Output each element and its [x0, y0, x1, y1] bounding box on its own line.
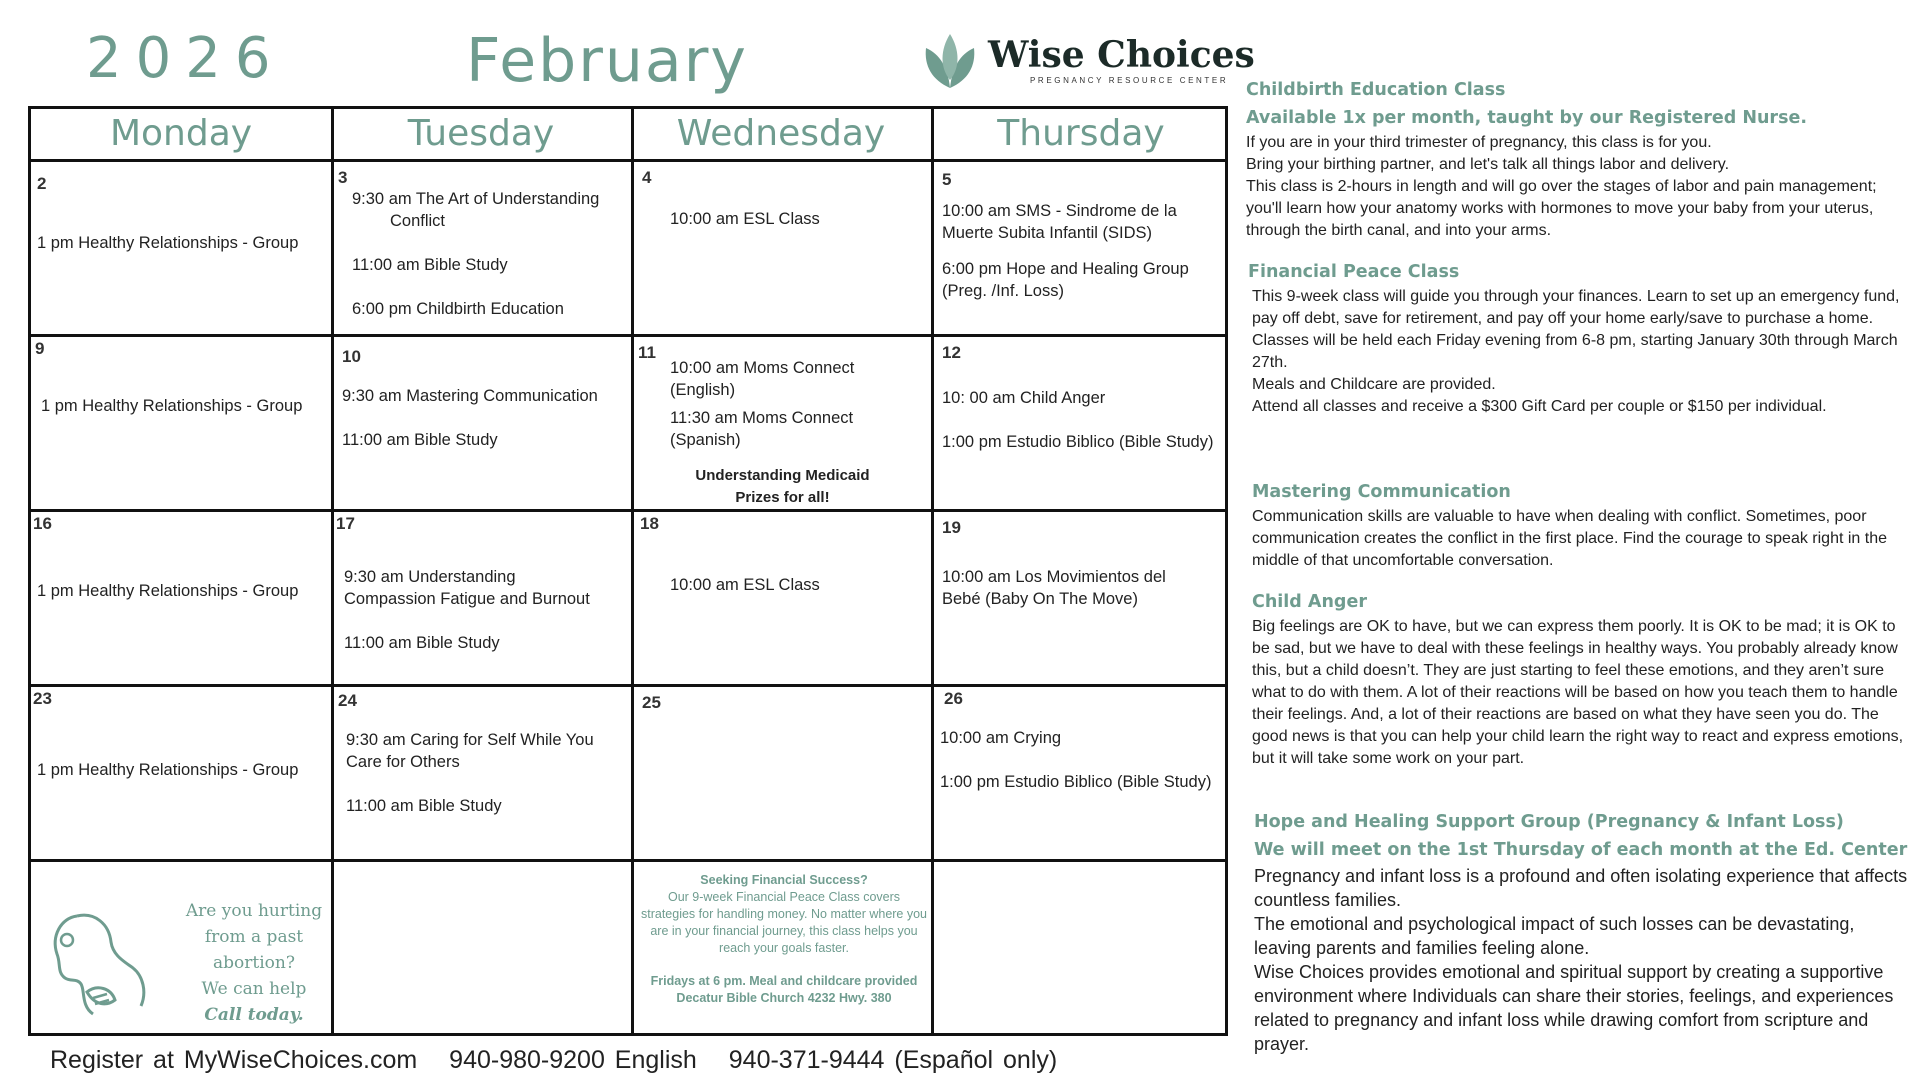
event-highlight: Understanding Medicaid: [695, 467, 870, 484]
section-text: Bring your birthing partner, and let's talk all things labor and delivery.: [1246, 156, 1730, 173]
event: 9:30 am Mastering Communication: [342, 387, 598, 405]
day-cell-feb-12: [934, 337, 1231, 509]
day-cell-feb-19: [934, 512, 1231, 684]
section-text: Pregnancy and infant loss is a profound and often isolating experience that affects countless families.: [1254, 866, 1908, 910]
event: 9:30 am Understanding: [344, 568, 516, 586]
section-text: Wise Choices provides emotional and spiritual support by creating a supportive environment where Individuals can share their stories, feelings, and experiences related to pregnancy and infant loss while drawing comfort from scripture and prayer.: [1254, 962, 1894, 1054]
day-number: 17: [336, 514, 355, 533]
event: (Spanish): [670, 431, 741, 449]
section-financial: [1248, 258, 1908, 418]
day-cell-feb-17: [334, 512, 631, 684]
day-number: 11: [638, 343, 656, 362]
section-title: Child Anger: [1252, 592, 1367, 612]
section-subtitle: We will meet on the 1st Thursday of each month at the Ed. Center: [1254, 840, 1908, 860]
section-title: Hope and Healing Support Group (Pregnancy & Infant Loss): [1254, 812, 1844, 832]
day-number: 26: [944, 689, 963, 708]
section-text: Communication skills are valuable to have when dealing with conflict. Sometimes, poor communication creates the conflict in the first place. Find the courage to speak right in the middle of that uncomfortable conversation.: [1252, 508, 1887, 569]
day-number: 16: [33, 514, 52, 533]
section-childbirth: [1246, 76, 1906, 242]
promo-title: Seeking Financial Success?: [700, 873, 868, 887]
day-header-tuesday: Tuesday: [407, 113, 555, 154]
logo: [918, 30, 1255, 92]
promo-body: Our 9-week Financial Peace Class covers strategies for handling money. No matter where you are in your financial journey, this class helps you reach your goals faster.: [640, 890, 928, 955]
month-title: February: [466, 26, 748, 96]
day-cell-feb-3: [334, 162, 631, 334]
day-header-monday: Monday: [109, 113, 253, 154]
day-number: 23: [33, 689, 52, 708]
event: 10:00 am SMS - Sindrome de la: [942, 202, 1177, 220]
event: 10:00 am Crying: [940, 729, 1062, 747]
phone-english[interactable]: 940-980-9200 English: [449, 1046, 697, 1074]
day-header-thursday: Thursday: [997, 113, 1165, 154]
day-cell-feb-24: [334, 687, 631, 859]
section-title: Childbirth Education Class: [1246, 80, 1506, 100]
event: 11:00 am Bible Study: [342, 431, 498, 449]
event: 11:00 am Bible Study: [352, 256, 508, 274]
footer-contact: [50, 1046, 1057, 1075]
day-cell-feb-4: [634, 162, 931, 334]
promo-financial-peace: [634, 862, 931, 1033]
register-link[interactable]: Register at MyWiseChoices.com: [50, 1046, 418, 1074]
promo-text: [179, 898, 329, 1028]
event: 6:00 pm Hope and Healing Group: [942, 260, 1189, 278]
section-text: Meals and Childcare are provided.: [1252, 376, 1496, 393]
promo-line: abortion?: [213, 953, 295, 973]
event: Care for Others: [346, 753, 460, 771]
day-cell-feb-11: [634, 337, 931, 509]
section-text: This 9-week class will guide you through your finances. Learn to set up an emergency fund, pay off debt, save for retirement, and pay off your home early/save to purchase a home.: [1252, 288, 1900, 327]
event: 11:00 am Bible Study: [346, 797, 502, 815]
section-text: Classes will be held each Friday evening from 6-8 pm, starting January 30th through March 27th.: [1252, 332, 1898, 371]
logo-subtitle: PREGNANCY RESOURCE CENTER: [1030, 76, 1229, 85]
day-number: 10: [342, 347, 361, 366]
day-number: 5: [942, 170, 952, 189]
day-number: 25: [642, 693, 661, 712]
section-text: Big feelings are OK to have, but we can express them poorly. It is OK to be mad; it is OK to be sad, but we have to deal with these feelings in healthy ways. You probably already know this, but a child doesn’t. They are just starting to feel these emotions, and they aren’t sure what to do with them. A lot of their reactions will be based on how you teach them to handle their feelings. And, a lot of their reactions are based on what they have seen you do. The good news is that you can help your child learn the right way to react and express emotions, but it will take some work on your part.: [1252, 618, 1904, 767]
section-text: If you are in your third trimester of pregnancy, this class is for you.: [1246, 134, 1712, 151]
event: 10:00 am ESL Class: [670, 210, 820, 228]
event: 1 pm Healthy Relationships - Group: [37, 761, 299, 779]
section-text: Attend all classes and receive a $300 Gift Card per couple or $150 per individual.: [1252, 398, 1827, 415]
section-subtitle: Available 1x per month, taught by our Registered Nurse.: [1246, 108, 1807, 128]
day-number: 12: [942, 343, 961, 362]
event: 1:00 pm Estudio Biblico (Bible Study): [942, 433, 1214, 451]
day-cell-feb-5: [934, 162, 1231, 334]
promo-cta: Call today.: [204, 1005, 304, 1025]
promo-line: We can help: [201, 979, 307, 999]
event: 9:30 am Caring for Self While You: [346, 731, 594, 749]
event: 10: 00 am Child Anger: [942, 389, 1106, 407]
day-cell-feb-26: [934, 687, 1231, 859]
event: 6:00 pm Childbirth Education: [352, 300, 564, 318]
logo-brand: Wise Choices: [988, 34, 1255, 76]
day-number: 18: [640, 514, 659, 533]
promo-line: from a past: [204, 927, 304, 947]
day-number: 4: [642, 168, 652, 187]
section-title: Mastering Communication: [1252, 482, 1511, 502]
phone-spanish[interactable]: 940-371-9444 (Español only): [728, 1046, 1058, 1074]
event: (English): [670, 381, 736, 399]
event-highlight: Prizes for all!: [735, 489, 830, 506]
event: 9:30 am The Art of Understanding: [352, 190, 600, 208]
day-number: 9: [35, 339, 45, 358]
day-cell-feb-9: [31, 337, 331, 509]
promo-where: Decatur Bible Church 4232 Hwy. 380: [676, 991, 892, 1005]
event: 10:00 am ESL Class: [670, 576, 820, 594]
event: 1 pm Healthy Relationships - Group: [41, 397, 303, 415]
day-cell-feb-18: [634, 512, 931, 684]
promo-abortion-recovery: [31, 862, 331, 1033]
event: 1 pm Healthy Relationships - Group: [37, 582, 299, 600]
event: 11:00 am Bible Study: [344, 634, 500, 652]
day-number: 24: [338, 691, 357, 710]
day-cell-feb-16: [31, 512, 331, 684]
section-hope-healing: [1254, 808, 1914, 1056]
section-text: The emotional and psychological impact of such losses can be devastating, leaving parents and families feeling alone.: [1254, 914, 1855, 958]
day-header-wednesday: Wednesday: [676, 113, 886, 154]
section-title: Financial Peace Class: [1248, 262, 1460, 282]
calendar-grid: [28, 106, 1228, 1036]
day-cell-feb-10: [334, 337, 631, 509]
day-cell-feb-23: [31, 687, 331, 859]
event: 10:00 am Moms Connect: [670, 359, 855, 377]
event: Conflict: [390, 212, 446, 230]
section-text: This class is 2-hours in length and will go over the stages of labor and pain management; you'll learn how your anatomy works with hormones to move your baby from your uterus, through the birth canal, and into your arms.: [1246, 178, 1877, 239]
promo-when: Fridays at 6 pm. Meal and childcare provided: [650, 974, 918, 988]
year-title: 2026: [86, 26, 285, 91]
event: 11:30 am Moms Connect: [670, 409, 854, 427]
event: 10:00 am Los Movimientos del: [942, 568, 1166, 586]
event: 1:00 pm Estudio Biblico (Bible Study): [940, 773, 1212, 791]
event: (Preg. /Inf. Loss): [942, 282, 1064, 300]
event: Bebé (Baby On The Move): [942, 590, 1138, 608]
event: Muerte Subita Infantil (SIDS): [942, 224, 1153, 242]
promo-line: Are you hurting: [185, 901, 323, 921]
leaf-logo-icon: [918, 30, 982, 92]
section-communication: [1252, 478, 1912, 572]
day-cell-feb-25: [634, 687, 931, 859]
day-number: 2: [37, 174, 47, 193]
day-number: 3: [338, 168, 348, 187]
event: 1 pm Healthy Relationships - Group: [37, 234, 299, 252]
day-cell-feb-2: [31, 162, 331, 334]
day-number: 19: [942, 518, 961, 537]
section-child-anger: [1252, 588, 1912, 770]
event: Compassion Fatigue and Burnout: [344, 590, 590, 608]
woman-silhouette-icon: [37, 896, 157, 1026]
